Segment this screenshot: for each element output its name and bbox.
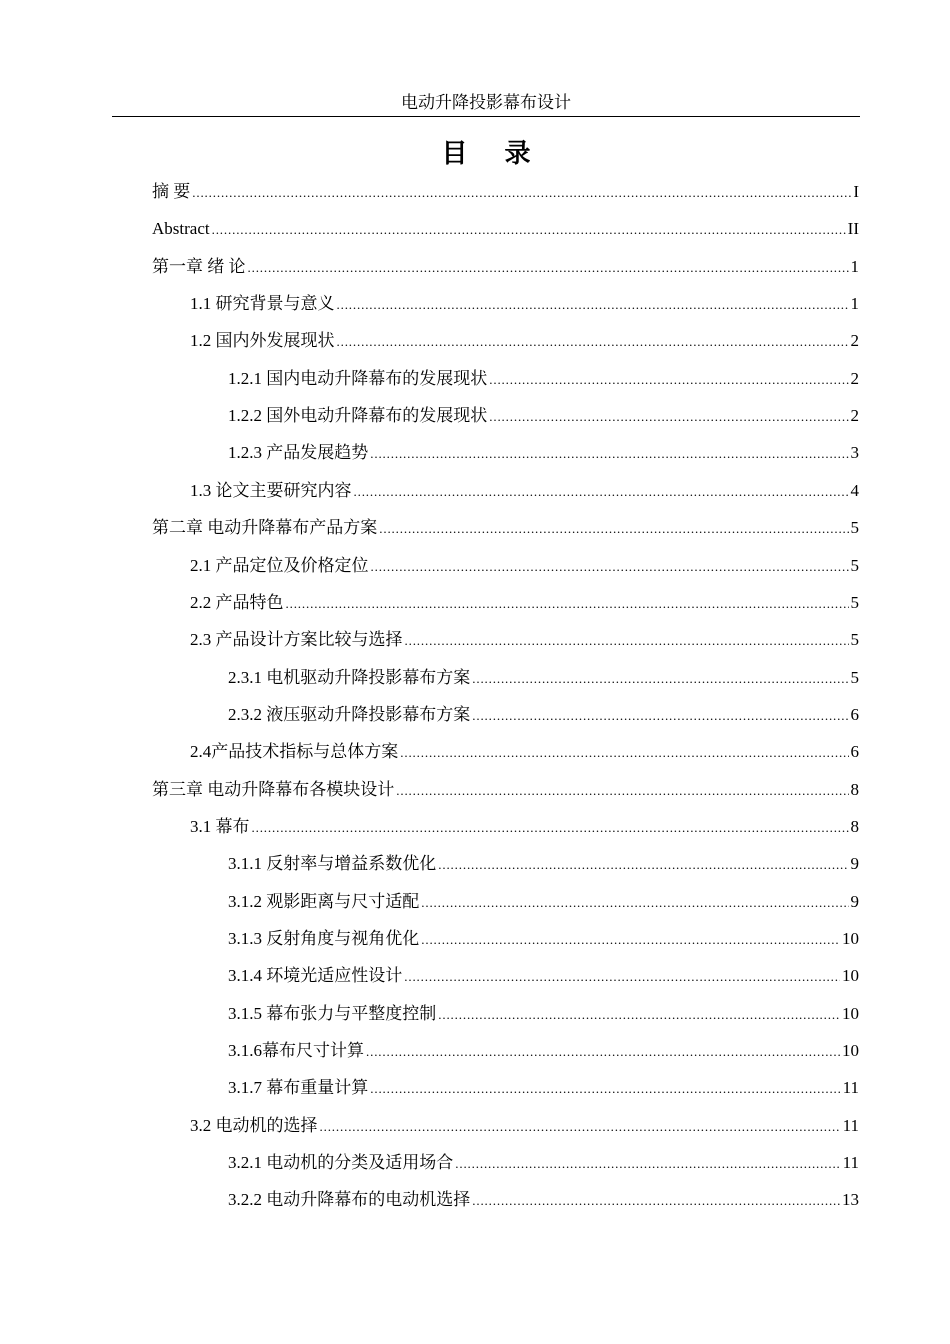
toc-entry[interactable] bbox=[228, 666, 859, 690]
toc-leader-dots bbox=[438, 852, 848, 877]
toc-page-number: 2 bbox=[850, 331, 859, 351]
toc-entry-title: 3.1.3 反射角度与视角优化 bbox=[228, 929, 420, 948]
toc-entry-title: 2.1 产品定位及价格定位 bbox=[190, 555, 369, 575]
toc-leader-dots bbox=[354, 479, 849, 504]
toc-entry[interactable] bbox=[228, 441, 859, 465]
toc-page-number: I bbox=[853, 182, 859, 201]
toc-entry[interactable] bbox=[228, 890, 859, 914]
toc-entry[interactable] bbox=[152, 255, 859, 279]
toc-entry[interactable] bbox=[228, 367, 859, 391]
toc-leader-dots bbox=[421, 890, 848, 915]
toc-page-number: 5 bbox=[850, 630, 859, 650]
toc-page-number: II bbox=[847, 219, 859, 239]
toc-page-number: 13 bbox=[842, 1190, 859, 1210]
toc-entry-title: Abstract bbox=[152, 219, 210, 239]
toc-leader-dots bbox=[337, 292, 849, 317]
toc-entry[interactable] bbox=[152, 516, 859, 540]
toc-page-number: 10 bbox=[842, 1041, 859, 1061]
toc-entry-title: 3.1.6幕布尺寸计算 bbox=[228, 1041, 364, 1061]
toc-page-number: 10 bbox=[842, 966, 859, 986]
toc-entry[interactable] bbox=[190, 479, 859, 503]
toc-entry-title: 第三章 电动升降幕布各模块设计 bbox=[152, 779, 395, 799]
toc-page-number: 8 bbox=[850, 779, 859, 799]
toc-leader-dots bbox=[370, 1076, 840, 1101]
toc-leader-dots bbox=[489, 367, 848, 392]
toc-page-number: 8 bbox=[850, 816, 859, 836]
toc-entry-title: 1.1 研究背景与意义 bbox=[190, 294, 335, 314]
toc-leader-dots bbox=[472, 703, 848, 728]
toc-entry-title: 3.1.1 反射率与增益系数优化 bbox=[228, 854, 437, 874]
toc-entry[interactable] bbox=[228, 703, 859, 727]
toc-entry-title: 1.3 论文主要研究内容 bbox=[190, 480, 352, 500]
toc-entry[interactable] bbox=[190, 628, 859, 652]
toc-leader-dots bbox=[400, 740, 848, 765]
toc-page-number: 5 bbox=[850, 667, 859, 687]
toc-page-number: 6 bbox=[850, 742, 859, 762]
toc-leader-dots bbox=[366, 1039, 840, 1064]
toc-page-number: 5 bbox=[850, 555, 859, 575]
toc-page-number: 11 bbox=[842, 1153, 859, 1173]
toc-entry-title: 3.1.4 环境光适应性设计 bbox=[228, 966, 403, 986]
toc-page-number: 1 bbox=[850, 294, 859, 314]
toc-leader-dots bbox=[489, 404, 848, 429]
toc-page-number: 11 bbox=[842, 1078, 859, 1098]
toc-leader-dots bbox=[405, 628, 849, 653]
toc-entry-title: 2.2 产品特色 bbox=[190, 592, 284, 612]
toc-entry-title: 摘 要 bbox=[152, 182, 191, 201]
toc-leader-dots bbox=[472, 1188, 840, 1213]
toc-leader-dots bbox=[192, 180, 851, 205]
toc-entry-title: 第二章 电动升降幕布产品方案 bbox=[152, 518, 378, 538]
toc-entry-title: 3.2.2 电动升降幕布的电动机选择 bbox=[228, 1190, 471, 1210]
toc-entry[interactable] bbox=[228, 1151, 859, 1175]
toc-entry[interactable] bbox=[228, 404, 859, 428]
toc-entry-title: 3.2 电动机的选择 bbox=[190, 1115, 318, 1135]
toc-leader-dots bbox=[438, 1002, 840, 1027]
header-rule bbox=[112, 116, 860, 117]
toc-entry-title: 3.1.7 幕布重量计算 bbox=[228, 1078, 369, 1098]
toc-entry[interactable] bbox=[228, 1188, 859, 1212]
toc-page-number: 9 bbox=[850, 854, 859, 874]
toc-entry[interactable] bbox=[228, 852, 859, 876]
toc-entry[interactable] bbox=[228, 1002, 859, 1026]
toc-entry[interactable] bbox=[228, 1039, 859, 1063]
toc-page-number: 2 bbox=[850, 406, 859, 426]
toc-page-number: 2 bbox=[850, 368, 859, 388]
toc-page-number: 9 bbox=[850, 891, 859, 911]
toc-page-number: 3 bbox=[850, 443, 859, 463]
toc-page-number: 5 bbox=[850, 518, 859, 538]
toc-leader-dots bbox=[320, 1114, 841, 1139]
toc-page-number: 5 bbox=[850, 592, 859, 612]
toc-entry-title: 1.2.2 国外电动升降幕布的发展现状 bbox=[228, 406, 488, 426]
toc-entry-title: 第一章 绪 论 bbox=[152, 256, 246, 276]
toc-leader-dots bbox=[370, 441, 848, 466]
toc-page-number: 1 bbox=[850, 256, 859, 276]
toc-entry-title: 3.1.5 幕布张力与平整度控制 bbox=[228, 1003, 437, 1023]
toc-page-number: 10 bbox=[842, 929, 859, 948]
toc-entry[interactable] bbox=[190, 815, 859, 839]
toc-title: 目 录 bbox=[441, 139, 545, 169]
toc-entry[interactable] bbox=[228, 927, 859, 951]
toc-entry[interactable] bbox=[190, 329, 859, 353]
toc-leader-dots bbox=[421, 927, 840, 952]
toc-entry-title: 1.2 国内外发展现状 bbox=[190, 331, 335, 351]
toc-entry[interactable] bbox=[190, 591, 859, 615]
toc-page-number: 11 bbox=[842, 1115, 859, 1135]
toc-entry[interactable] bbox=[228, 964, 859, 988]
toc-entry[interactable] bbox=[152, 778, 859, 802]
toc-entry-title: 2.3 产品设计方案比较与选择 bbox=[190, 630, 403, 650]
toc-entry[interactable] bbox=[190, 740, 859, 764]
toc-leader-dots bbox=[371, 554, 849, 579]
toc-entry[interactable] bbox=[190, 1114, 859, 1138]
toc-entry-title: 3.1.2 观影距离与尺寸适配 bbox=[228, 891, 420, 911]
toc-entry-title: 3.1 幕布 bbox=[190, 816, 250, 836]
toc-entry[interactable] bbox=[228, 1076, 859, 1100]
toc-leader-dots bbox=[248, 255, 849, 280]
toc-leader-dots bbox=[286, 591, 849, 616]
toc-entry-title: 1.2.1 国内电动升降幕布的发展现状 bbox=[228, 368, 488, 388]
toc-entry[interactable] bbox=[190, 554, 859, 578]
toc-leader-dots bbox=[337, 329, 849, 354]
toc-entry-title: 2.4产品技术指标与总体方案 bbox=[190, 742, 399, 762]
toc-entry-title: 2.3.1 电机驱动升降投影幕布方案 bbox=[228, 667, 471, 687]
toc-leader-dots bbox=[455, 1151, 840, 1176]
toc-leader-dots bbox=[404, 964, 840, 989]
toc-leader-dots bbox=[472, 666, 848, 691]
toc-page-number: 6 bbox=[850, 704, 859, 724]
toc-entry[interactable] bbox=[190, 292, 859, 316]
page-header: 电动升降投影幕布设计 bbox=[401, 93, 571, 112]
toc-entry[interactable] bbox=[152, 217, 859, 241]
toc-leader-dots bbox=[396, 778, 848, 803]
toc-entry-title: 1.2.3 产品发展趋势 bbox=[228, 443, 369, 463]
toc-page-number: 10 bbox=[842, 1003, 859, 1023]
toc-leader-dots bbox=[252, 815, 849, 840]
toc-leader-dots bbox=[212, 217, 846, 242]
toc-entry[interactable] bbox=[152, 180, 859, 204]
toc-entry-title: 3.2.1 电动机的分类及适用场合 bbox=[228, 1153, 454, 1173]
toc-entry-title: 2.3.2 液压驱动升降投影幕布方案 bbox=[228, 704, 471, 724]
toc-page-number: 4 bbox=[850, 480, 859, 500]
toc-leader-dots bbox=[379, 516, 848, 541]
